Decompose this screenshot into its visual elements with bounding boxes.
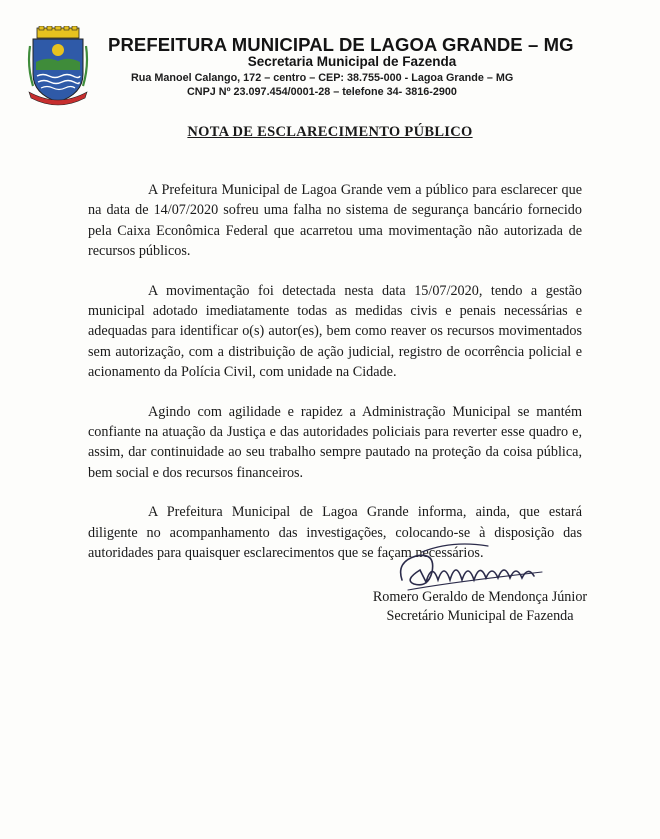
document-body [88, 180, 582, 583]
letterhead-address: Rua Manoel Calango, 172 – centro – CEP: 38.755-000 - Lagoa Grande – MG [131, 72, 514, 84]
document-title: NOTA DE ESCLARECIMENTO PÚBLICO [187, 124, 473, 140]
letterhead-cnpj: CNPJ Nº 23.097.454/0001-28 – telefone 34- 3816-2900 [187, 86, 457, 98]
letterhead [0, 0, 660, 110]
body-paragraph: A Prefeitura Municipal de Lagoa Grande vem a público para esclarecer que na data de 14/07/2020 sofreu uma falha no sistema de segurança bancário fornecido pela Caixa Econômica Federal que acarretou uma movimentação não autorizada de recursos públicos. [88, 182, 582, 260]
signatory-role: Secretário Municipal de Fazenda [386, 608, 574, 624]
letterhead-subtitle: Secretaria Municipal de Fazenda [247, 54, 457, 69]
signatory-name: Romero Geraldo de Mendonça Júnior [372, 589, 588, 605]
body-paragraph: A movimentação foi detectada nesta data 15/07/2020, tendo a gestão municipal adotado imediatamente todas as medidas civis e penais necessárias e adequadas para identificar o(s) autor(es), bem como reaver os recursos movimentados sem autorização, com a distribuição de ação judicial, registro de ocorrência policial e acionamento da Polícia Civil, com unidade na Cidade. [88, 282, 582, 381]
body-paragraph: Agindo com agilidade e rapidez a Administração Municipal se mantém confiante na atuação da Justiça e das autoridades policiais para reverter esse quadro e, assim, dar continuidade ao seu trabalho sempre pautado na proteção da coisa pública, bem social e dos recursos financeiros. [88, 403, 582, 481]
letterhead-title: PREFEITURA MUNICIPAL DE LAGOA GRANDE – MG [108, 34, 574, 55]
body-paragraph: A Prefeitura Municipal de Lagoa Grande informa, ainda, que estará diligente no acompanhamento das investigações, colocando-se à disposição das autoridades para quaisquer esclarecimentos que se façam necessários. [88, 504, 582, 562]
